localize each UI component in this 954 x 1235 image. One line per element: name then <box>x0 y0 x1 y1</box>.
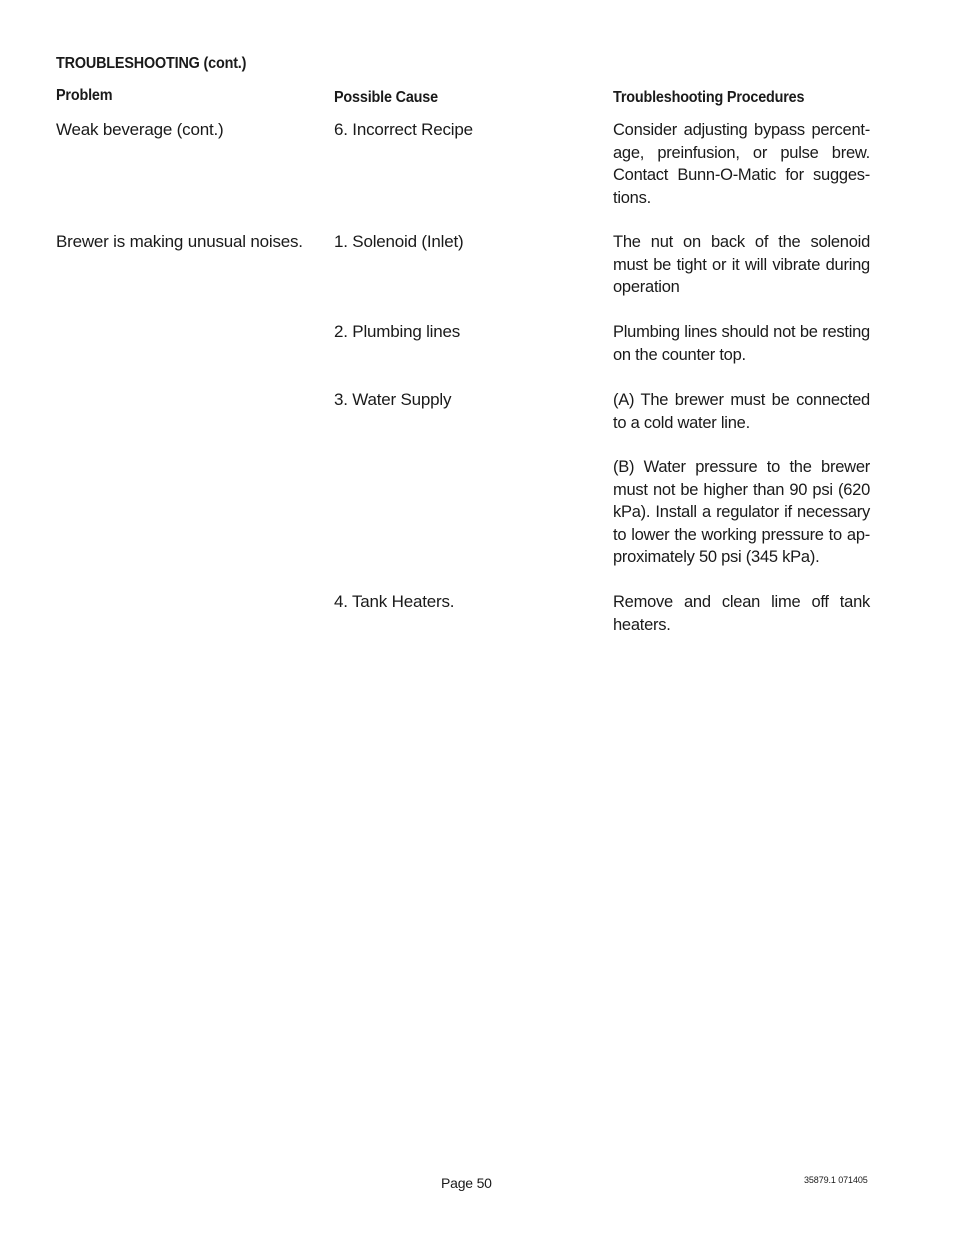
row-cause: 2. Plumbing lines <box>334 322 461 341</box>
document-code: 35879.1 071405 <box>804 1175 868 1185</box>
page-number: Page 50 <box>441 1175 492 1191</box>
row-cause: 4. Tank Heaters. <box>334 592 455 611</box>
row-cause: 6. Incorrect Recipe <box>334 120 473 139</box>
row-procedure: (B) Water pressure to the brewer must not be higher than 90 psi (620 kPa). Install a regulator if necessary to lower the working pressure to ap-proximately 50 psi (345 kPa). <box>613 458 870 566</box>
column-header-procedures: Troubleshooting Procedures <box>613 89 805 106</box>
column-header-possible-cause: Possible Cause <box>334 89 438 106</box>
row-procedure: Remove and clean lime off tank heaters. <box>613 593 870 634</box>
row-procedure: (A) The brewer must be connected to a cold water line. <box>613 391 870 432</box>
row-procedure: The nut on back of the solenoid must be tight or it will vibrate during operation <box>613 233 870 296</box>
row-cause: 3. Water Supply <box>334 390 452 409</box>
row-procedure: Consider adjusting bypass percent-age, preinfusion, or pulse brew. Contact Bunn-O-Matic for sugges-tions. <box>613 121 870 207</box>
column-header-problem: Problem <box>56 87 113 104</box>
row-problem: Weak beverage (cont.) <box>56 120 224 139</box>
row-problem: Brewer is making unusual noises. <box>56 232 303 251</box>
row-procedure: Plumbing lines should not be resting on the counter top. <box>613 323 870 364</box>
row-cause: 1. Solenoid (Inlet) <box>334 232 464 251</box>
section-title: TROUBLESHOOTING (cont.) <box>56 55 247 72</box>
